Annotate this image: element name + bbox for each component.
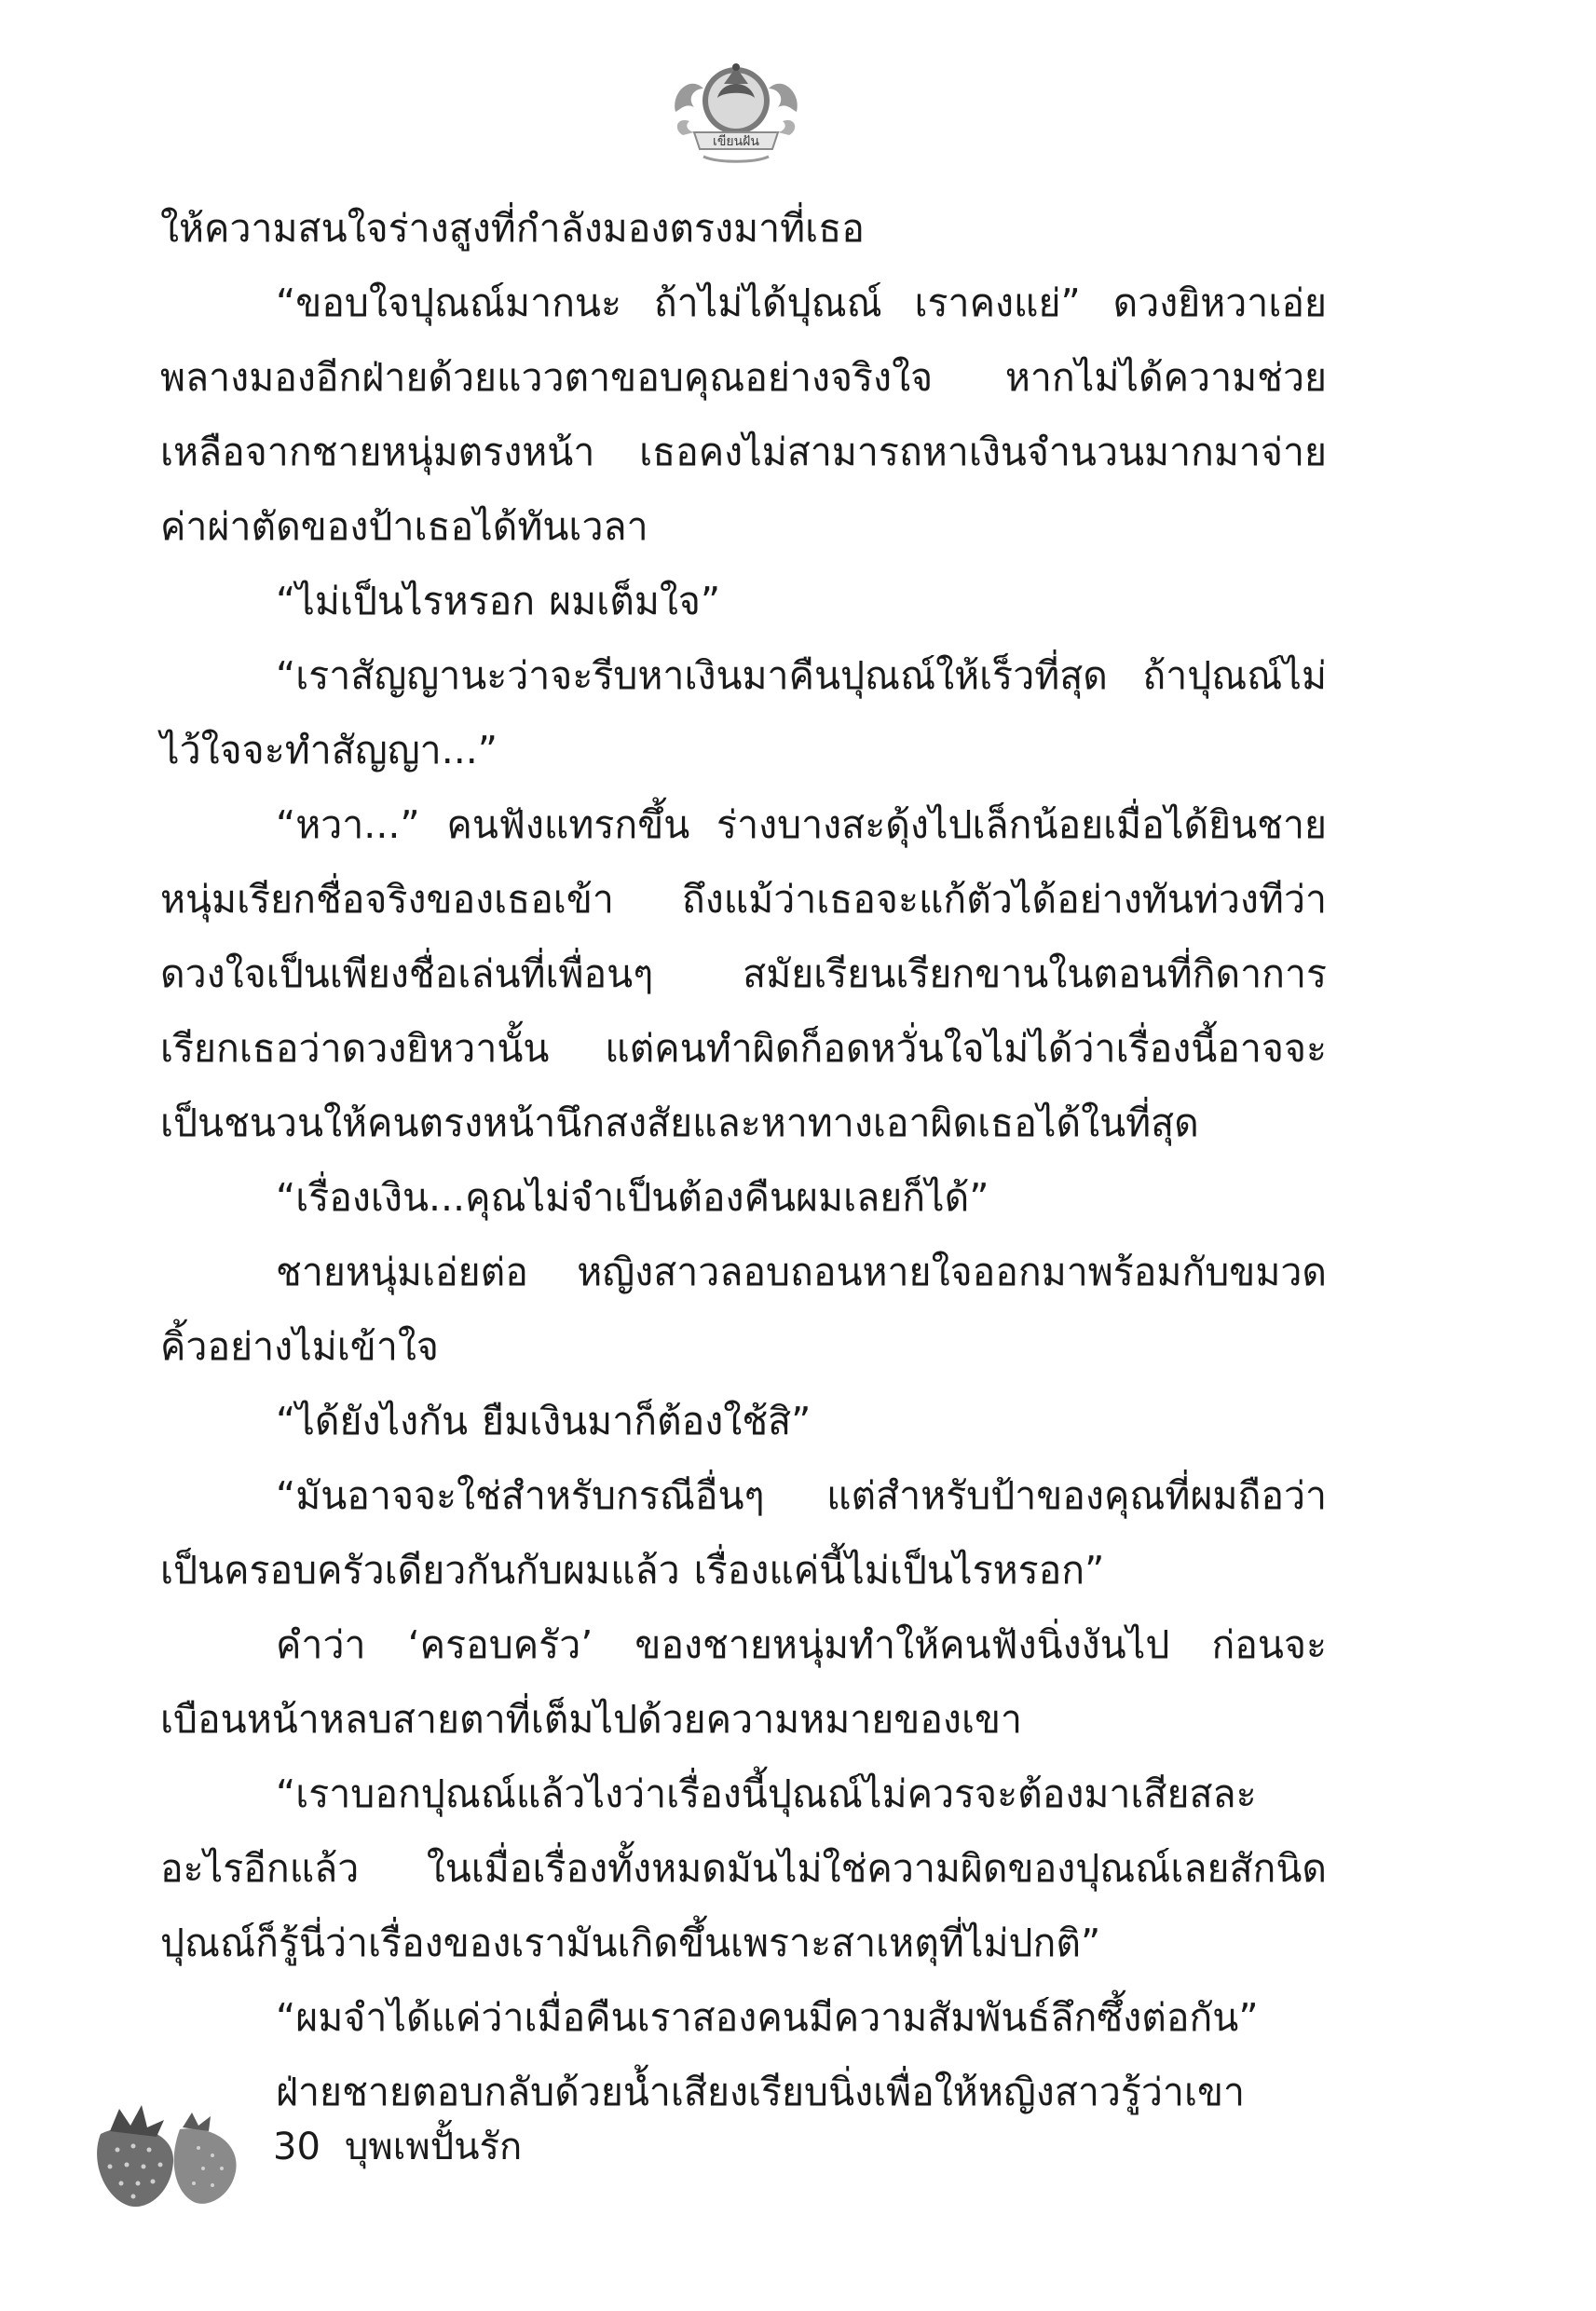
strawberry-icon [82, 2092, 250, 2213]
paragraph: “เราสัญญานะว่าจะรีบหาเงินมาคืนปุณณ์ให้เร็วที่สุด ถ้าปุณณ์ไม่ไว้ใจจะทำสัญญา...” [160, 653, 1327, 773]
paragraph: “ผมจำได้แค่ว่าเมื่อคืนเราสองคนมีความสัมพันธ์ลึกซึ้งต่อกัน” [276, 1995, 1259, 2040]
logo-text: เขียนฝัน [713, 134, 759, 149]
paragraph: “หวา...” คนฟังแทรกขึ้น ร่างบางสะดุ้งไปเล็กน้อยเมื่อได้ยินชายหนุ่มเรียกชื่อจริงของเธอเข้า ถึงแม้ว่าเธอจะแก้ตัวได้อย่างทันท่วงทีว่าดวงใจเป็นเพียงชื่อเล่นที่เพื่อนๆ สมัยเรียนเรียกขานในตอนที่กิดาการเรียกเธอว่าดวงยิหวานั้น แต่คนทำผิดก็อดหวั่นใจไม่ได้ว่าเรื่องนี้อาจจะเป็นชนวนให้คนตรงหน้านึกสงสัยและหาทางเอาผิดเธอได้ในที่สุด [160, 802, 1327, 1145]
page-number: 30 [273, 2126, 321, 2168]
paragraph: คำว่า ‘ครอบครัว’ ของชายหนุ่มทำให้คนฟังนิ่งงันไป ก่อนจะเบือนหน้าหลบสายตาที่เต็มไปด้วยความหมายของเขา [160, 1622, 1327, 1742]
paragraph: “ขอบใจปุณณ์มากนะ ถ้าไม่ได้ปุณณ์ เราคงแย่” ดวงยิหวาเอ่ยพลางมองอีกฝ่ายด้วยแววตาขอบคุณอย่างจริงใจ หากไม่ได้ความช่วยเหลือจากชายหนุ่มตรงหน้า เธอคงไม่สามารถหาเงินจำนวนมากมาจ่ายค่าผ่าตัดของป้าเธอได้ทันเวลา [160, 280, 1327, 549]
paragraph: ให้ความสนใจร่างสูงที่กำลังมองตรงมาที่เธอ [160, 206, 865, 251]
paragraph: ชายหนุ่มเอ่ยต่อ หญิงสาวลอบถอนหายใจออกมาพร้อมกับขมวดคิ้วอย่างไม่เข้าใจ [160, 1250, 1327, 1369]
publisher-logo-icon [666, 47, 806, 168]
paragraph: ฝ่ายชายตอบกลับด้วยน้ำเสียงเรียบนิ่งเพื่อให้หญิงสาวรู้ว่าเขา [276, 2070, 1246, 2114]
book-title: บุพเพปั้นรัก [345, 2126, 523, 2168]
paragraph: “เราบอกปุณณ์แล้วไงว่าเรื่องนี้ปุณณ์ไม่ควรจะต้องมาเสียสละอะไรอีกแล้ว ในเมื่อเรื่องทั้งหมดมันไม่ใช่ความผิดของปุณณ์เลยสักนิดปุณณ์ก็รู้นี่ว่าเรื่องของเรามันเกิดขึ้นเพราะสาเหตุที่ไม่ปกติ” [160, 1771, 1327, 1965]
body-text [160, 191, 1327, 2129]
page-footer [0, 2092, 652, 2222]
paragraph: “ไม่เป็นไรหรอก ผมเต็มใจ” [276, 579, 721, 623]
paragraph: “ได้ยังไงกัน ยืมเงินมาก็ต้องใช้สิ” [276, 1399, 812, 1443]
paragraph: “มันอาจจะใช่สำหรับกรณีอื่นๆ แต่สำหรับป้าของคุณที่ผมถือว่าเป็นครอบครัวเดียวกันกับผมแล้ว เรื่องแค่นี้ไม่เป็นไรหรอก” [160, 1473, 1327, 1593]
paragraph: “เรื่องเงิน...คุณไม่จำเป็นต้องคืนผมเลยก็ได้” [276, 1175, 989, 1220]
